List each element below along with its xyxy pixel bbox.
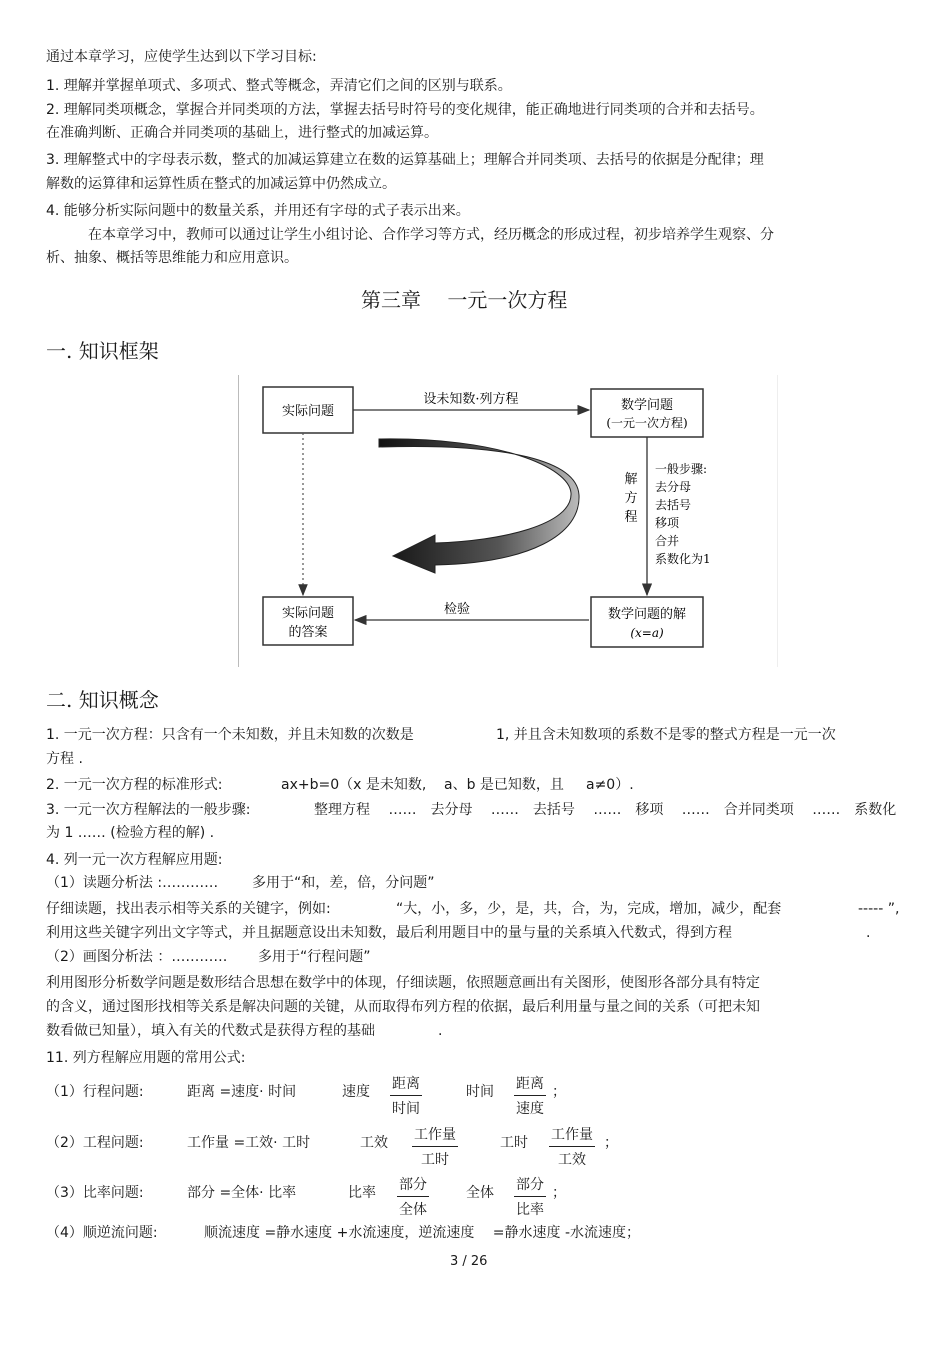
formula-ratio-fraction-1 <box>397 1174 429 1219</box>
intro-line-4: 在准确判断、正确合并同类项的基础上，进行整式的加减运算。 <box>46 125 438 141</box>
concept-2-known: a、b 是已知数，且 <box>444 777 564 793</box>
intro-line-6: 解数的运算律和运算性质在整式的加减运算中仍然成立。 <box>46 176 396 192</box>
arrow-set-unknown-label: 设未知数·列方程 <box>423 392 519 407</box>
chapter-title: 第三章 一元一次方程 <box>361 288 568 312</box>
box-actual-problem-label: 实际问题 <box>281 404 335 419</box>
intro-line-7: 4. 能够分析实际问题中的数量关系，并用还有字母的式子表示出来。 <box>46 203 470 219</box>
formula-travel-time: 时间 <box>466 1084 494 1100</box>
formula-ratio-fraction-2 <box>514 1174 546 1219</box>
concept-1-part3: 方程 . <box>46 751 83 767</box>
formula-ratio-label: （3）比率问题: <box>46 1185 144 1201</box>
formulas-title: 11. 列方程解应用题的常用公式: <box>46 1050 246 1066</box>
formula-work-end: ； <box>604 1135 618 1151</box>
concept-2-condition: a≠0）. <box>586 777 634 793</box>
solve-label-3: 程 <box>624 510 638 525</box>
formula-travel-eq: 距离 =速度· 时间 <box>187 1084 297 1100</box>
box-math-problem-line1: 数学问题 <box>620 398 674 413</box>
concept-1-part1: 1. 一元一次方程：只含有一个未知数，并且未知数的次数是 <box>46 727 414 743</box>
intro-line-1: 通过本章学习，应使学生达到以下学习目标: <box>46 49 317 65</box>
intro-line-8: 在本章学习中，教师可以通过让学生小组讨论、合作学习等方式，经历概念的形成过程，初步培养学生观察、分 <box>88 227 774 243</box>
step-3: 移项 <box>655 516 680 530</box>
concept-4-keywords: “大，小，多，少，是，共，合，为，完成，增加，减少，配套 <box>396 901 782 917</box>
step-2: 去括号 <box>655 498 692 512</box>
fraction-denominator: 时间 <box>392 1101 420 1117</box>
framework-diagram-svg <box>239 375 777 667</box>
concept-4-text2: 利用这些关键字列出文字等式，并且据题意设出未知数，最后利用题目中的量与量的关系填入代数式，得到方程 <box>46 925 732 941</box>
concept-4-text1: 仔细读题，找出表示相等关系的关键字，例如: <box>46 901 331 917</box>
formula-work-label: （2）工程问题: <box>46 1135 144 1151</box>
concept-4-title: 4. 列一元一次方程解应用题: <box>46 852 223 868</box>
concept-2-formula: ax+b=0（x 是未知数, <box>281 777 427 793</box>
concept-4-method2: （2）画图分析法 ：………… <box>46 949 228 965</box>
fraction-denominator: 全体 <box>399 1202 427 1218</box>
fraction-denominator: 速度 <box>516 1101 544 1117</box>
concept-4-text3: 利用图形分析数学问题是数形结合思想在数学中的体现，仔细读题，依照题意画出有关图形，使图形各部分具有特定 <box>46 975 760 991</box>
fraction-numerator: 工作量 <box>412 1124 458 1147</box>
step-1: 去分母 <box>655 480 692 494</box>
solve-label-2: 方 <box>624 491 638 506</box>
intro-line-9: 析、抽象、概括等思维能力和应用意识。 <box>46 250 298 266</box>
fraction-denominator: 工效 <box>558 1152 586 1168</box>
formula-work-eq: 工作量 =工效· 工时 <box>187 1135 311 1151</box>
arrow-check-label: 检验 <box>443 602 471 617</box>
intro-line-5: 3. 理解整式中的字母表示数，整式的加减运算建立在数的运算基础上；理解合并同类项、去括号的依据是分配律；理 <box>46 152 764 168</box>
box-actual-answer-line2: 的答案 <box>288 625 328 640</box>
solve-label-1: 解 <box>624 472 638 487</box>
fraction-numerator: 距离 <box>514 1073 546 1096</box>
section-title-concepts: 二. 知识概念 <box>46 688 159 712</box>
fraction-numerator: 部分 <box>397 1174 429 1197</box>
box-math-solution-line2: (x=a) <box>630 626 664 640</box>
formula-travel-speed: 速度 <box>342 1084 370 1100</box>
formula-work-hours: 工时 <box>500 1135 528 1151</box>
formula-ratio-end: ； <box>552 1185 566 1201</box>
box-math-solution-line1: 数学问题的解 <box>607 607 687 622</box>
intro-line-2: 1. 理解并掌握单项式、多项式、整式等概念，弄清它们之间的区别与联系。 <box>46 78 512 94</box>
formula-work-efficiency: 工效 <box>360 1135 388 1151</box>
formula-stream-label: （4）顺逆流问题: <box>46 1225 158 1241</box>
fraction-numerator: 距离 <box>390 1073 422 1096</box>
knowledge-framework-diagram <box>238 375 778 667</box>
fraction-numerator: 工作量 <box>549 1124 595 1147</box>
concept-3-steps-end: 为 1 …… (检验方程的解) . <box>46 825 215 841</box>
fraction-numerator: 部分 <box>514 1174 546 1197</box>
concept-2-label: 2. 一元一次方程的标准形式: <box>46 777 223 793</box>
box-actual-answer-line1: 实际问题 <box>281 606 335 621</box>
step-4: 合并 <box>655 534 680 548</box>
concept-4-keywords-end: ----- ”, <box>858 901 900 917</box>
concept-4-method1-use: 多用于“和，差，倍，分问题” <box>252 875 435 891</box>
concept-4-text2-end: . <box>866 925 871 941</box>
formula-travel-fraction-2 <box>514 1073 546 1118</box>
concept-4-text4: 的含义，通过图形找相等关系是解决问题的关键，从而取得布列方程的依据，最后利用量与量之间的关系（可把未知 <box>46 999 760 1015</box>
formula-stream-eq: 顺流速度 =静水速度 +水流速度，逆流速度 =静水速度 -水流速度； <box>204 1225 641 1241</box>
fraction-denominator: 工时 <box>421 1152 449 1168</box>
intro-line-3: 2. 理解同类项概念，掌握合并同类项的方法，掌握去括号时符号的变化规律，能正确地进行同类项的合并和去括号。 <box>46 102 764 118</box>
formula-work-fraction-1 <box>412 1124 458 1169</box>
concept-1-part2: 1, 并且含未知数项的系数不是零的整式方程是一元一次 <box>496 727 836 743</box>
formula-travel-fraction-1 <box>390 1073 422 1118</box>
formula-ratio-rate: 比率 <box>348 1185 376 1201</box>
concept-3-steps: 整理方程 …… 去分母 …… 去括号 …… 移项 …… 合并同类项 …… 系数化 <box>314 802 897 818</box>
fraction-denominator: 比率 <box>516 1202 544 1218</box>
formula-travel-label: （1）行程问题: <box>46 1084 144 1100</box>
section-title-framework: 一. 知识框架 <box>46 339 159 363</box>
steps-heading: 一般步骤: <box>655 462 708 476</box>
formula-ratio-whole: 全体 <box>466 1185 494 1201</box>
concept-4-text5-end: . <box>438 1023 443 1039</box>
formula-ratio-eq: 部分 =全体· 比率 <box>187 1185 297 1201</box>
formula-travel-end: ； <box>552 1084 566 1100</box>
formula-work-fraction-2 <box>549 1124 595 1169</box>
box-math-problem-line2: (一元一次方程) <box>606 416 688 430</box>
page-number: 3 / 26 <box>450 1254 488 1269</box>
concept-4-method2-use: 多用于“行程问题” <box>258 949 371 965</box>
concept-4-text5: 数看做已知量），填入有关的代数式是获得方程的基础 <box>46 1023 375 1039</box>
concept-3-label: 3. 一元一次方程解法的一般步骤: <box>46 802 251 818</box>
cycle-curve-arrow <box>379 439 579 573</box>
step-5: 系数化为1 <box>655 552 711 566</box>
concept-4-method1: （1）读题分析法 :………… <box>46 875 219 891</box>
